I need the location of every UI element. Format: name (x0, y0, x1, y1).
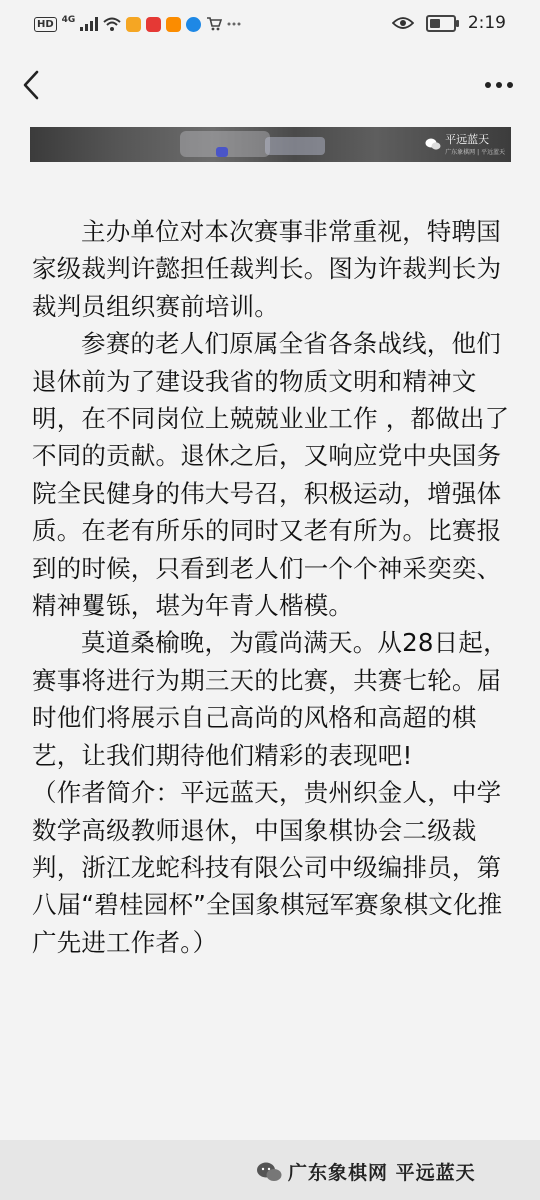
article-photo[interactable] (30, 127, 511, 162)
article-paragraph: 莫道桑榆晚，为霞尚满天。从28日起，赛事将进行为期三天的比赛，共赛七轮。届时他们将展示自己高尚的风格和高超的棋艺，让我们期待他们精彩的表现吧! (32, 628, 508, 770)
wifi-icon (103, 17, 121, 31)
music-app-icon (186, 17, 201, 32)
hd-badge: HD (34, 17, 57, 32)
footer-brand[interactable] (256, 1158, 476, 1185)
article-paragraph: 主办单位对本次赛事非常重视，特聘国家级裁判许懿担任裁判长。图为许裁判长为裁判员组织赛前培训。 (32, 217, 502, 321)
back-button[interactable] (14, 68, 48, 102)
nav-bar (0, 46, 540, 124)
chevron-left-icon (22, 70, 40, 100)
photo-highlight (265, 137, 325, 155)
footer-brand-text: 广东象棋网 平远蓝天 (288, 1162, 476, 1184)
status-bar (0, 0, 540, 46)
article-paragraph: 参赛的老人们原属全省各条战线，他们退休前为了建设我省的物质文明和精神文明，在不同岗位上兢兢业业工作 ，都做出了不同的贡献。退休之后，又响应党中央国务院全民健身的伟大号召，积极运动，增强体质。在老有所乐的同时又老有所为。比赛报到的时候，只看到老人们一个个神采奕奕、精神矍铄，堪为年青人楷模。 (32, 329, 510, 621)
wechat-icon (256, 1161, 282, 1183)
eye-comfort-icon (392, 16, 414, 30)
status-icons-right (392, 12, 506, 34)
watermark-subtitle: 广东象棋网 | 平远蓝天 (445, 149, 505, 156)
footer (0, 1140, 540, 1200)
signal-icon (80, 17, 98, 31)
app-notification-icon-3 (166, 17, 181, 32)
more-notifications-icon (227, 21, 241, 27)
article-body (32, 213, 512, 961)
watermark-title: 平远蓝天 (445, 133, 490, 146)
app-notification-icon-2 (146, 17, 161, 32)
app-notification-icon-1 (126, 17, 141, 32)
more-horizontal-icon (484, 81, 514, 89)
shopping-cart-icon (206, 17, 222, 31)
photo-object (216, 147, 228, 157)
more-options-button[interactable] (480, 68, 518, 102)
wechat-icon (425, 137, 441, 151)
battery-icon (426, 15, 456, 32)
battery-level (430, 19, 440, 28)
status-icons-left (34, 14, 241, 34)
photo-watermark (425, 131, 505, 156)
network-type: 4G (61, 15, 76, 25)
author-bio: （作者简介：平远蓝天，贵州织金人，中学数学高级教师退休，中国象棋协会二级裁判，浙江龙蛇科技有限公司中级编排员，第八届“碧桂园杯”全国象棋冠军赛象棋文化推广先进工作者。） (32, 778, 503, 957)
clock: 2:19 (467, 13, 506, 33)
